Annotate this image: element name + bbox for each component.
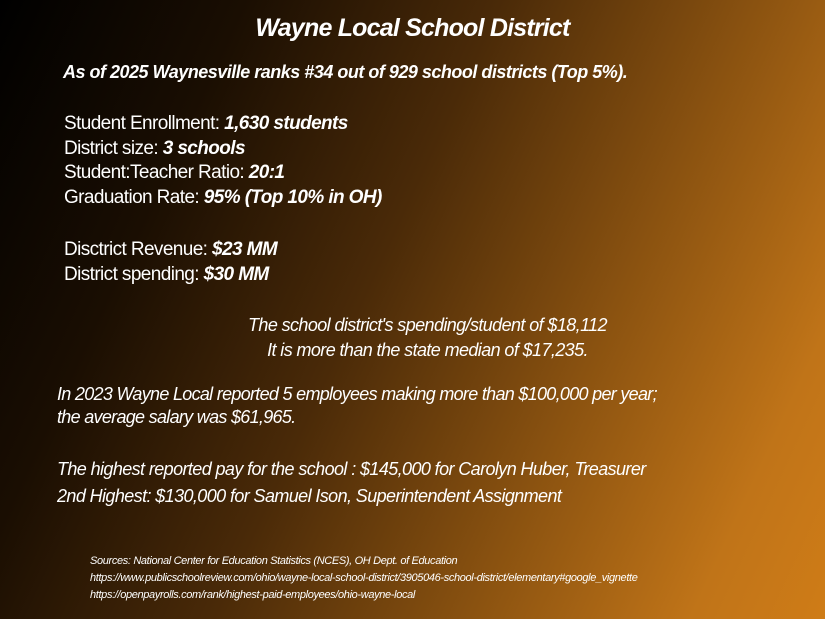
district-finance (64, 238, 277, 287)
stat-value: 1,630 students (224, 113, 348, 134)
employee-line: In 2023 Wayne Local reported 5 employees making more than $100,000 per year; (57, 384, 657, 404)
stat-value: 20:1 (248, 162, 285, 183)
ranking-statement: As of 2025 Waynesville ranks #34 out of 929 school districts (Top 5%). (63, 62, 628, 82)
district-stats (64, 112, 382, 210)
finance-spending (64, 263, 277, 288)
employee-salary-summary (57, 383, 657, 429)
pay-line: 2nd Highest: $130,000 for Samuel Ison, Superintendent Assignment (57, 486, 562, 506)
stat-label: Graduation Rate: (64, 186, 204, 208)
stat-value: 3 schools (162, 137, 245, 159)
stat-label: Student:Teacher Ratio: (64, 162, 249, 183)
employee-line: the average salary was $61,965. (57, 407, 296, 427)
stat-enrollment (64, 112, 382, 137)
finance-value: $30 MM (203, 263, 269, 285)
pay-line: The highest reported pay for the school : $145,000 for Carolyn Huber, Treasurer (57, 459, 646, 479)
spending-per-student (0, 313, 825, 363)
source-link: https://www.publicschoolreview.com/ohio/wayne-local-school-district/3905046-school-district/elementary#google_vignette (90, 572, 638, 584)
highest-pay (57, 456, 646, 510)
stat-district-size (64, 137, 382, 162)
source-line: Sources: National Center for Education Statistics (NCES), OH Dept. of Education (90, 555, 458, 567)
finance-revenue (64, 238, 277, 263)
finance-label: Disctrict Revenue: (64, 239, 213, 260)
stat-label: Student Enrollment: (64, 113, 225, 134)
finance-value: $23 MM (212, 239, 278, 260)
spending-line: The school district's spending/student of $18,112 (248, 315, 607, 335)
finance-label: District spending: (64, 263, 204, 285)
spending-line: It is more than the state median of $17,235. (267, 340, 588, 360)
slide-title: Wayne Local School District (255, 14, 570, 42)
stat-graduation-rate (64, 186, 382, 211)
stat-value: 95% (Top 10% in OH) (203, 186, 382, 208)
source-link: https://openpayrolls.com/rank/highest-paid-employees/ohio-wayne-local (90, 589, 415, 601)
sources (90, 553, 638, 604)
stat-teacher-ratio (64, 161, 382, 186)
stat-label: District size: (64, 137, 163, 159)
